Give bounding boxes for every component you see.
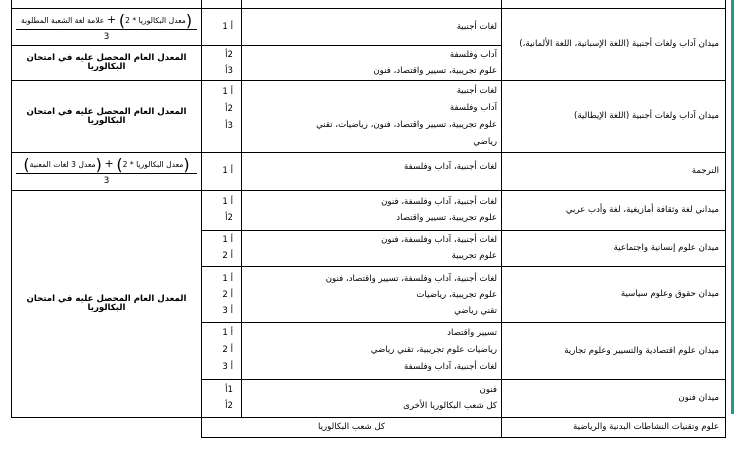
field-cell: ميدان علوم اقتصادية والتسيير وعلوم تجارية (502, 323, 726, 379)
code-cell: أ 1 (202, 8, 242, 45)
field-cell: ميدان آداب ولغات أجنبية (اللغة الإسبانية، اللغة الألمانية،) (502, 8, 726, 80)
branch-cell: فنون كل شعب البكالوريا الأخرى (242, 379, 502, 417)
branch-cell: لغات أجنبية، آداب وفلسفة، فنون علوم تجريبية (242, 230, 502, 266)
code-cell: 2أ 3أ (202, 45, 242, 80)
field-cell: ميداني لغة وثقافة أمازيغية، لغة وأدب عربي (502, 190, 726, 230)
branch-cell: كل شعب البكالوريا (202, 417, 502, 437)
weighted-average-formula: (معدل البكالوريا * 2) + علامة لغة الشعبة المطلوبة 3 (12, 9, 201, 45)
weighted-average-formula: (معدل البكالوريا * 2) + (معدل 3 لغات المعنية) 3 (12, 153, 201, 189)
branch-cell: لغات أجنبية، آداب وفلسفة، فنون علوم تجريبية، تسيير واقتصاد (242, 190, 502, 230)
code-cell: أ 1 2أ 3أ (202, 80, 242, 152)
branch-cell: لغات أجنبية، آداب وفلسفة، تسيير واقتصاد، فنون علوم تجريبية، رياضيات تقني رياضي (242, 266, 502, 322)
field-cell: ميدان علوم إنسانية واجتماعية (502, 230, 726, 266)
field-cell: الترجمة (502, 153, 726, 190)
table-row (12, 190, 726, 230)
orientation-table (11, 0, 726, 438)
empty-cell (12, 417, 202, 437)
branch-cell: آداب وفلسفة علوم تجريبية، تسيير واقتصاد، فنون (242, 45, 502, 80)
branch-cell: تسيير واقتصاد رياضيات علوم تجريبية، تقني رياضي لغات أجنبية، آداب وفلسفة (242, 323, 502, 379)
code-cell: أ 1 أ 2 (202, 230, 242, 266)
field-cell: علوم وتقنيات النشاطات البدنية والرياضية (502, 417, 726, 437)
document-table-wrapper (11, 0, 725, 438)
formula-cell (12, 153, 202, 190)
branch-cell: لغات أجنبية، آداب وفلسفة (242, 153, 502, 190)
criterion-cell: المعدل العام المحصل عليه في امتحان البكالوريا (12, 45, 202, 80)
table-row-stub (12, 0, 726, 8)
page-edge-accent (731, 0, 734, 414)
code-cell: أ 1 2أ (202, 190, 242, 230)
code-cell: أ 1 (202, 153, 242, 190)
criterion-cell: المعدل العام المحصل عليه في امتحان البكالوريا (12, 80, 202, 152)
field-cell: ميدان حقوق وعلوم سياسية (502, 266, 726, 322)
branch-cell (242, 8, 502, 45)
table-row (12, 8, 726, 45)
code-cell: 1أ 2أ (202, 379, 242, 417)
branch-cell: لغات أجنبية آداب وفلسفة علوم تجريبية، تسيير واقتصاد، فنون، رياضيات، تقني رياضي (242, 80, 502, 152)
table-row (12, 417, 726, 437)
field-cell: ميدان فنون (502, 379, 726, 417)
formula-cell (12, 8, 202, 45)
criterion-cell-merged: المعدل العام المحصل عليه في امتحان البكالوريا (12, 190, 202, 417)
branch-lines: لغات أجنبية (456, 21, 497, 32)
code-cell: أ 1 أ 2 أ 3 (202, 266, 242, 322)
table-row (12, 153, 726, 190)
field-cell: ميدان آداب ولغات أجنبية (اللغة الإيطالية) (502, 80, 726, 152)
code-cell: أ 1 أ 2 أ 3 (202, 323, 242, 379)
table-row (12, 80, 726, 152)
